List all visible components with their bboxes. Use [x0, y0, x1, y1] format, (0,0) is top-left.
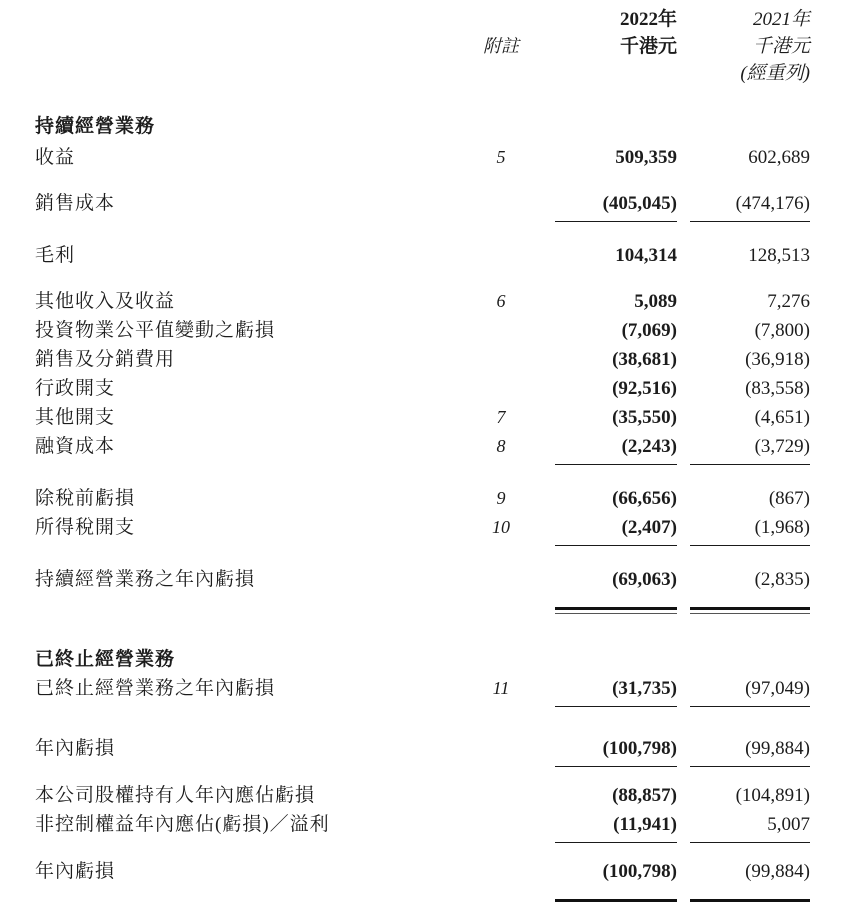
- row-value-2022: (92,516): [612, 378, 677, 399]
- header-year-2022: 2022年: [619, 9, 677, 30]
- row-value-2021: (7,800): [754, 320, 810, 341]
- table-row: [35, 513, 810, 546]
- row-value-2022: 5,089: [634, 291, 677, 312]
- value-cell-2022: [537, 565, 677, 623]
- row-value-2021: 5,007: [690, 810, 810, 843]
- value-cell-2021: [677, 403, 810, 432]
- row-value-2022: (35,550): [612, 407, 677, 428]
- row-note: 11: [492, 678, 510, 698]
- row-label: 已終止經營業務: [35, 649, 176, 670]
- value-cell-2022: [537, 189, 677, 222]
- table-row: [35, 403, 810, 432]
- table-row: [35, 432, 810, 465]
- double-rule-2022: [555, 607, 677, 614]
- table-header: [35, 6, 810, 87]
- section-heading-row: [35, 112, 810, 141]
- value-cell-2022: [537, 810, 677, 843]
- row-label: 持續經營業務: [35, 116, 156, 137]
- row-label: 收益: [35, 147, 76, 168]
- table-row: [35, 316, 810, 345]
- value-cell-2022: [537, 674, 677, 707]
- row-value-2022: (31,735): [555, 674, 677, 707]
- row-label: 年內虧損: [35, 738, 116, 759]
- row-label: 本公司股權持有人年內應佔虧損: [35, 785, 316, 806]
- table-row: [35, 484, 810, 513]
- row-value-2022: (69,063): [612, 569, 677, 590]
- value-cell-2021: [677, 645, 810, 674]
- row-label: 其他開支: [35, 407, 116, 428]
- section-heading-row: [35, 645, 810, 674]
- row-note: 9: [496, 488, 506, 508]
- row-value-2022: (38,681): [612, 349, 677, 370]
- row-label: 已終止經營業務之年內虧損: [35, 678, 276, 699]
- row-label: 投資物業公平值變動之虧損: [35, 320, 276, 341]
- value-cell-2022: [537, 316, 677, 345]
- row-label: 融資成本: [35, 436, 116, 457]
- row-value-2022: (100,798): [555, 734, 677, 767]
- row-label: 非控制權益年內應佔(虧損)／溢利: [35, 814, 330, 835]
- value-cell-2022: [537, 513, 677, 546]
- value-cell-2021: [677, 484, 810, 513]
- value-cell-2021: [677, 810, 810, 843]
- value-cell-2021: [677, 316, 810, 345]
- header-unit-row: [35, 33, 810, 60]
- value-cell-2022: [537, 484, 677, 513]
- value-cell-2021: [677, 674, 810, 707]
- value-cell-2022: [537, 432, 677, 465]
- row-value-2021: (867): [768, 488, 810, 509]
- value-cell-2021: [677, 189, 810, 222]
- row-note: 10: [492, 517, 510, 537]
- row-note: 8: [496, 436, 506, 456]
- table-row: [35, 287, 810, 316]
- table-row: [35, 674, 810, 707]
- value-cell-2022: [537, 403, 677, 432]
- row-value-2021: (99,884): [745, 861, 810, 882]
- row-value-2022: (11,941): [555, 810, 677, 843]
- row-label: 行政開支: [35, 378, 116, 399]
- table-row: [35, 781, 810, 810]
- row-value-2021: (2,835): [754, 569, 810, 590]
- value-cell-2022: [537, 241, 677, 270]
- row-value-2021: (3,729): [690, 432, 810, 465]
- row-value-2021: 128,513: [748, 245, 810, 266]
- table-row: [35, 241, 810, 270]
- value-cell-2021: [677, 565, 810, 623]
- header-unit-2022: 千港元: [619, 36, 677, 57]
- table-row: [35, 734, 810, 767]
- row-label: 銷售及分銷費用: [35, 349, 176, 370]
- row-value-2022: (88,857): [612, 785, 677, 806]
- value-cell-2021: [677, 513, 810, 546]
- value-cell-2021: [677, 374, 810, 403]
- row-value-2021: (83,558): [745, 378, 810, 399]
- row-label: 銷售成本: [35, 193, 116, 214]
- row-value-2021: (36,918): [745, 349, 810, 370]
- row-value-2021: (474,176): [690, 189, 810, 222]
- row-value-2021: 7,276: [767, 291, 810, 312]
- table-row: [35, 565, 810, 623]
- value-cell-2021: [677, 241, 810, 270]
- value-cell-2022: [537, 857, 677, 903]
- table-row: [35, 810, 810, 843]
- value-cell-2021: [677, 734, 810, 767]
- row-note: 5: [496, 147, 506, 167]
- header-restated-row: [35, 60, 810, 87]
- value-cell-2022: [537, 345, 677, 374]
- value-cell-2021: [677, 345, 810, 374]
- row-label: 其他收入及收益: [35, 291, 176, 312]
- table-body: [35, 112, 810, 903]
- double-rule-2021: [690, 899, 810, 903]
- value-cell-2021: [677, 857, 810, 903]
- row-value-2022: (66,656): [612, 488, 677, 509]
- header-year-row: [35, 6, 810, 33]
- value-cell-2022: [537, 112, 677, 141]
- header-unit-2021: 千港元: [752, 36, 810, 57]
- row-label: 持續經營業務之年內虧損: [35, 569, 256, 590]
- value-cell-2022: [537, 645, 677, 674]
- row-value-2021: (104,891): [735, 785, 810, 806]
- row-label: 所得稅開支: [35, 517, 136, 538]
- table-row: [35, 189, 810, 222]
- row-value-2021: (97,049): [690, 674, 810, 707]
- row-value-2022: 104,314: [615, 245, 677, 266]
- row-value-2022: (100,798): [602, 861, 677, 882]
- double-rule-2021: [690, 607, 810, 614]
- row-note: 7: [496, 407, 506, 427]
- row-value-2022: 509,359: [615, 147, 677, 168]
- value-cell-2022: [537, 287, 677, 316]
- table-row: [35, 857, 810, 903]
- row-value-2022: (2,407): [555, 513, 677, 546]
- double-rule-2022: [555, 899, 677, 903]
- header-restated-2021: (經重列): [740, 63, 810, 84]
- header-note-label: 附註: [483, 36, 519, 56]
- value-cell-2021: [677, 287, 810, 316]
- row-value-2021: (1,968): [690, 513, 810, 546]
- row-value-2022: (7,069): [621, 320, 677, 341]
- value-cell-2021: [677, 143, 810, 172]
- value-cell-2021: [677, 432, 810, 465]
- row-value-2021: (4,651): [754, 407, 810, 428]
- row-label: 除稅前虧損: [35, 488, 136, 509]
- value-cell-2022: [537, 374, 677, 403]
- value-cell-2022: [537, 781, 677, 810]
- value-cell-2022: [537, 734, 677, 767]
- value-cell-2022: [537, 143, 677, 172]
- row-value-2021: (99,884): [690, 734, 810, 767]
- row-note: 6: [496, 291, 506, 311]
- table-row: [35, 374, 810, 403]
- row-value-2022: (405,045): [555, 189, 677, 222]
- table-row: [35, 345, 810, 374]
- row-value-2022: (2,243): [555, 432, 677, 465]
- row-value-2021: 602,689: [748, 147, 810, 168]
- value-cell-2021: [677, 112, 810, 141]
- row-label: 毛利: [35, 245, 76, 266]
- table-row: [35, 143, 810, 172]
- value-cell-2021: [677, 781, 810, 810]
- row-label: 年內虧損: [35, 861, 116, 882]
- header-year-2021: 2021年: [752, 9, 810, 30]
